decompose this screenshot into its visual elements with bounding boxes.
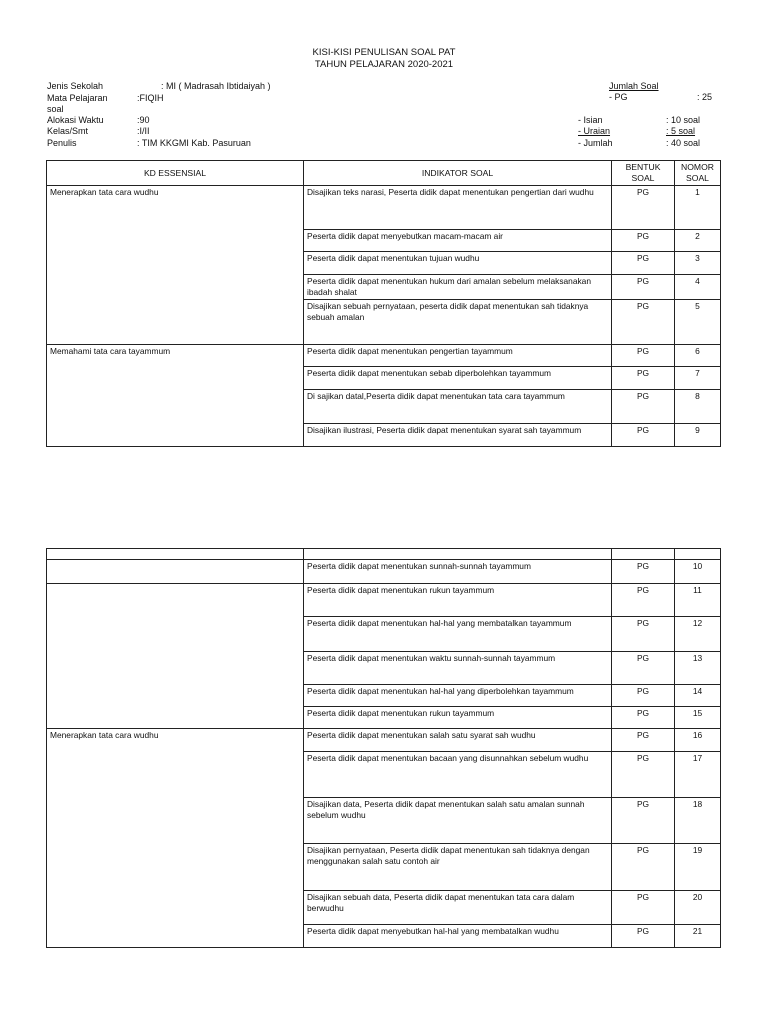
nomor-cell: 11 <box>675 584 721 617</box>
bentuk-cell: PG <box>612 798 675 844</box>
table-row <box>47 584 721 617</box>
kd-cell <box>47 584 304 617</box>
nomor-cell: 6 <box>675 345 721 367</box>
uraian-label: - Uraian <box>578 126 611 136</box>
table-row <box>47 560 721 584</box>
kd-cell <box>47 252 304 275</box>
kd-cell <box>47 275 304 300</box>
nomor-cell: 9 <box>675 424 721 447</box>
document-title: KISI-KISI PENULISAN SOAL PAT <box>312 47 456 58</box>
indikator-cell: Peserta didik dapat menentukan rukun tayammum <box>304 584 612 617</box>
bentuk-cell: PG <box>612 891 675 925</box>
table-2-body <box>47 549 721 948</box>
kd-cell <box>47 752 304 798</box>
table-row <box>47 230 721 252</box>
nomor-cell: 8 <box>675 390 721 424</box>
kd-cell <box>47 652 304 685</box>
nomor-cell: 1 <box>675 186 721 230</box>
kd-cell <box>47 300 304 345</box>
indikator-cell: Peserta didik dapat menentukan rukun tayammum <box>304 707 612 729</box>
mapel-continuation: soal <box>47 104 64 114</box>
kelas-value: :I/II <box>137 126 150 136</box>
kd-cell <box>47 925 304 948</box>
nomor-cell: 7 <box>675 367 721 390</box>
bentuk-cell: PG <box>612 652 675 685</box>
indikator-cell: Disajikan sebuah pernyataan, peserta didik dapat menentukan sah tidaknya sebuah amalan <box>304 300 612 345</box>
kd-cell: Memahami tata cara tayammum <box>47 345 304 367</box>
table-1-body <box>47 186 721 447</box>
indikator-cell: Di sajikan datal,Peserta didik dapat menentukan tata cara tayammum <box>304 390 612 424</box>
kelas-label: Kelas/Smt <box>47 126 89 136</box>
nomor-cell: 15 <box>675 707 721 729</box>
pg-label: - PG <box>609 92 628 102</box>
indikator-cell: Peserta didik dapat menyebutkan hal-hal yang membatalkan wudhu <box>304 925 612 948</box>
bentuk-cell: PG <box>612 367 675 390</box>
penulis-value: : TIM KKGMI Kab. Pasuruan <box>137 138 251 148</box>
nomor-cell: 21 <box>675 925 721 948</box>
table-row <box>47 300 721 345</box>
isian-label: - Isian <box>578 115 603 125</box>
nomor-cell: 5 <box>675 300 721 345</box>
indikator-cell: Peserta didik dapat menentukan bacaan yang disunnahkan sebelum wudhu <box>304 752 612 798</box>
table-row <box>47 925 721 948</box>
indikator-cell: Peserta didik dapat menentukan waktu sunnah-sunnah tayammum <box>304 652 612 685</box>
nomor-cell: 13 <box>675 652 721 685</box>
kd-cell <box>47 424 304 447</box>
table-row <box>47 752 721 798</box>
bentuk-cell: PG <box>612 729 675 752</box>
bentuk-cell: PG <box>612 186 675 230</box>
nomor-cell: 20 <box>675 891 721 925</box>
header-bentuk: BENTUK SOAL <box>612 161 675 186</box>
indikator-cell: Peserta didik dapat menentukan hal-hal yang diperbolehkan tayammum <box>304 685 612 707</box>
kd-cell <box>47 549 304 560</box>
kisi-table-1 <box>46 160 721 447</box>
alokasi-waktu-label: Alokasi Waktu <box>47 115 104 125</box>
kd-cell <box>47 230 304 252</box>
bentuk-cell: PG <box>612 275 675 300</box>
nomor-cell: 4 <box>675 275 721 300</box>
table-row <box>47 367 721 390</box>
pg-value: : 25 <box>697 92 713 102</box>
kd-cell <box>47 617 304 652</box>
kd-cell <box>47 685 304 707</box>
penulis-label: Penulis <box>47 138 77 148</box>
table-row <box>47 549 721 560</box>
nomor-cell: 2 <box>675 230 721 252</box>
kd-cell <box>47 707 304 729</box>
table-header-row <box>47 161 721 186</box>
bentuk-cell: PG <box>612 752 675 798</box>
bentuk-cell: PG <box>612 424 675 447</box>
nomor-cell: 3 <box>675 252 721 275</box>
mapel-label: Mata Pelajaran <box>47 93 108 103</box>
jumlah-label: - Jumlah <box>578 138 613 148</box>
isian-value: : 10 soal <box>666 115 701 125</box>
jumlah-soal-heading: Jumlah Soal <box>609 81 659 91</box>
indikator-cell <box>304 549 612 560</box>
table-row <box>47 798 721 844</box>
table-row <box>47 275 721 300</box>
nomor-cell <box>675 549 721 560</box>
jumlah-value: : 40 soal <box>666 138 701 148</box>
kd-cell <box>47 844 304 891</box>
kd-cell: Menerapkan tata cara wudhu <box>47 729 304 752</box>
nomor-cell: 14 <box>675 685 721 707</box>
indikator-cell: Peserta didik dapat menentukan tujuan wudhu <box>304 252 612 275</box>
jenis-sekolah-label: Jenis Sekolah <box>47 81 104 91</box>
nomor-cell: 12 <box>675 617 721 652</box>
indikator-cell: Peserta didik dapat menyebutkan macam-macam air <box>304 230 612 252</box>
kisi-table-2 <box>46 548 721 948</box>
header-indikator: INDIKATOR SOAL <box>304 161 612 186</box>
header-nomor: NOMOR SOAL <box>675 161 721 186</box>
bentuk-cell: PG <box>612 844 675 891</box>
table-row <box>47 186 721 230</box>
nomor-cell: 16 <box>675 729 721 752</box>
bentuk-cell: PG <box>612 925 675 948</box>
nomor-cell: 19 <box>675 844 721 891</box>
indikator-cell: Peserta didik dapat menentukan sunnah-sunnah tayammum <box>304 560 612 584</box>
indikator-cell: Disajikan sebuah data, Peserta didik dapat menentukan tata cara dalam berwudhu <box>304 891 612 925</box>
document-subtitle: TAHUN PELAJARAN 2020-2021 <box>314 59 454 70</box>
indikator-cell: Peserta didik dapat menentukan pengertian tayammum <box>304 345 612 367</box>
table-row <box>47 252 721 275</box>
indikator-cell: Peserta didik dapat menentukan hal-hal yang membatalkan tayammum <box>304 617 612 652</box>
kd-cell <box>47 798 304 844</box>
table-row <box>47 891 721 925</box>
table-row <box>47 652 721 685</box>
jenis-sekolah-value: : MI ( Madrasah Ibtidaiyah ) <box>161 81 271 91</box>
table-row <box>47 844 721 891</box>
bentuk-cell: PG <box>612 230 675 252</box>
table-row <box>47 685 721 707</box>
kd-cell <box>47 367 304 390</box>
indikator-cell: Disajikan pernyataan, Peserta didik dapat menentukan sah tidaknya dengan menggunakan salah satu contoh air <box>304 844 612 891</box>
indikator-cell: Peserta didik dapat menentukan sebab diperbolehkan tayammum <box>304 367 612 390</box>
kd-cell <box>47 390 304 424</box>
indikator-cell: Disajikan ilustrasi, Peserta didik dapat menentukan syarat sah tayammum <box>304 424 612 447</box>
table-row <box>47 729 721 752</box>
table-row <box>47 617 721 652</box>
table-row <box>47 345 721 367</box>
bentuk-cell <box>612 549 675 560</box>
table-row <box>47 707 721 729</box>
bentuk-cell: PG <box>612 685 675 707</box>
bentuk-cell: PG <box>612 345 675 367</box>
indikator-cell: Peserta didik dapat menentukan hukum dari amalan sebelum melaksanakan ibadah shalat <box>304 275 612 300</box>
kd-cell <box>47 560 304 584</box>
header-kd: KD ESSENSIAL <box>47 161 304 186</box>
bentuk-cell: PG <box>612 707 675 729</box>
indikator-cell: Disajikan data, Peserta didik dapat menentukan salah satu amalan sunnah sebelum wudhu <box>304 798 612 844</box>
nomor-cell: 10 <box>675 560 721 584</box>
table-row <box>47 390 721 424</box>
bentuk-cell: PG <box>612 252 675 275</box>
kd-cell: Menerapkan tata cara wudhu <box>47 186 304 230</box>
indikator-cell: Peserta didik dapat menentukan salah satu syarat sah wudhu <box>304 729 612 752</box>
nomor-cell: 17 <box>675 752 721 798</box>
bentuk-cell: PG <box>612 560 675 584</box>
kd-cell <box>47 891 304 925</box>
alokasi-waktu-value: :90 <box>137 115 150 125</box>
mapel-value: :FIQIH <box>137 93 164 103</box>
bentuk-cell: PG <box>612 584 675 617</box>
indikator-cell: Disajikan teks narasi, Peserta didik dapat menentukan pengertian dari wudhu <box>304 186 612 230</box>
bentuk-cell: PG <box>612 390 675 424</box>
table-row <box>47 424 721 447</box>
bentuk-cell: PG <box>612 617 675 652</box>
nomor-cell: 18 <box>675 798 721 844</box>
bentuk-cell: PG <box>612 300 675 345</box>
uraian-value: : 5 soal <box>666 126 696 136</box>
